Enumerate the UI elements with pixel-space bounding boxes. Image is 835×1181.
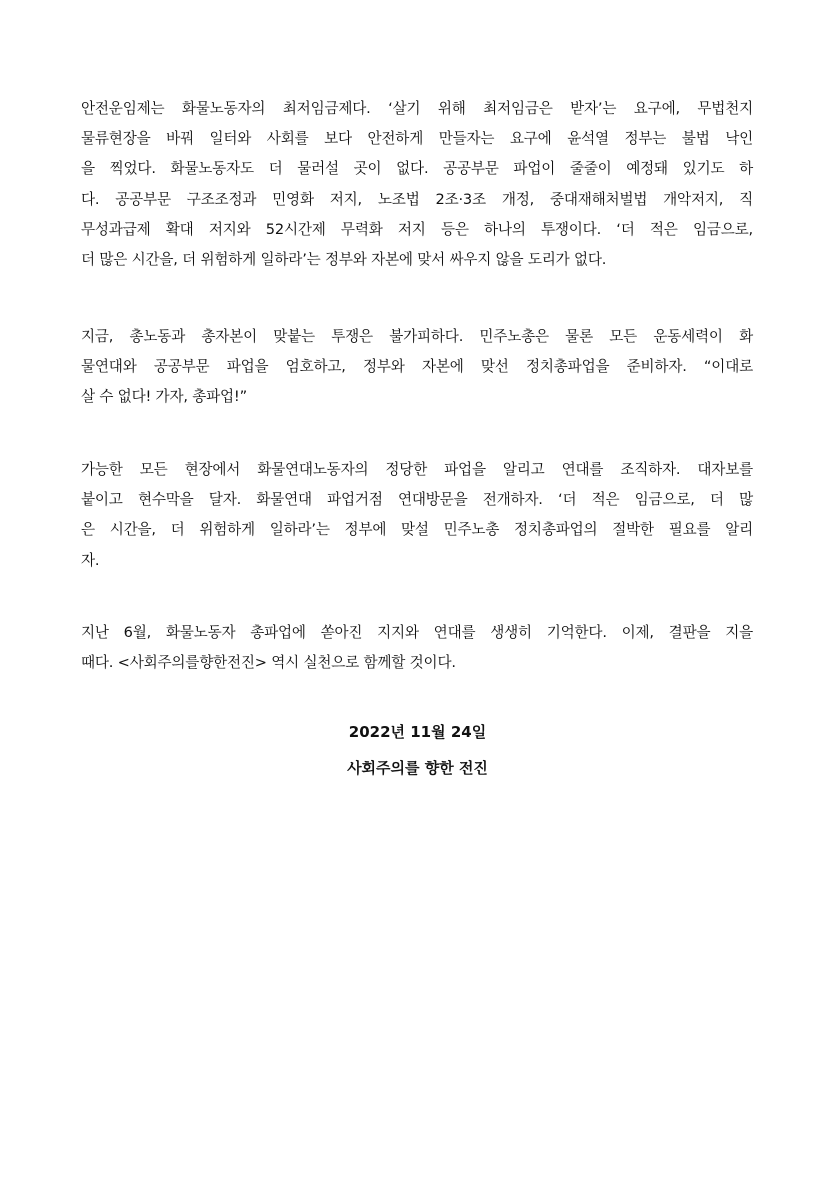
paragraph-1 <box>81 94 753 275</box>
paragraph-line: 더 많은 시간을, 더 위험하게 일하라’는 정부와 자본에 맞서 싸우지 않을 도리가 없다. <box>81 250 607 268</box>
paragraph-line: 다. 공공부문 구조조정과 민영화 저지, 노조법 2조·3조 개정, 중대재해처벌법 개악저지, 직 <box>81 190 753 208</box>
paragraph-line: 자. <box>81 551 100 569</box>
paragraph-line: 살 수 없다! 가자, 총파업!” <box>81 388 247 406</box>
paragraph-3 <box>81 455 753 576</box>
paragraph-line: 지난 6월, 화물노동자 총파업에 쏟아진 지지와 연대를 생생히 기억한다. 이제, 결판을 지을 <box>81 624 753 641</box>
paragraph-line: 가능한 모든 현장에서 화물연대노동자의 정당한 파업을 알리고 연대를 조직하자. 대자보를 <box>81 461 753 478</box>
paragraph-line: 지금, 총노동과 총자본이 맞붙는 투쟁은 불가피하다. 민주노총은 물론 모든 운동세력이 화 <box>81 328 753 345</box>
closing-date: 2022년 11월 24일 <box>348 723 487 741</box>
paragraph-4 <box>81 618 753 678</box>
paragraph-line: 을 찍었다. 화물노동자도 더 물러설 곳이 없다. 공공부문 파업이 줄줄이 예정돼 있기도 하 <box>81 160 753 178</box>
paragraph-line: 때다. <사회주의를향한전진> 역시 실천으로 함께할 것이다. <box>81 654 456 672</box>
paragraph-2 <box>81 322 753 413</box>
paragraph-line: 무성과급제 확대 저지와 52시간제 무력화 저지 등은 하나의 투쟁이다. ‘더 적은 임금으로, <box>81 220 753 238</box>
closing-organization: 사회주의를 향한 전진 <box>347 759 488 777</box>
paragraph-line: 물류현장을 바꿔 일터와 사회를 보다 안전하게 만들자는 요구에 윤석열 정부는 불법 낙인 <box>81 130 753 148</box>
paragraph-line: 물연대와 공공부문 파업을 엄호하고, 정부와 자본에 맞선 정치총파업을 준비하자. “이대로 <box>81 358 753 376</box>
paragraph-line: 안전운임제는 화물노동자의 최저임금제다. ‘살기 위해 최저임금은 받자’는 요구에, 무법천지 <box>81 100 753 117</box>
paragraph-line: 붙이고 현수막을 달자. 화물연대 파업거점 연대방문을 전개하자. ‘더 적은 임금으로, 더 많 <box>81 491 753 509</box>
paragraph-line: 은 시간을, 더 위험하게 일하라’는 정부에 맞설 민주노총 정치총파업의 절박한 필요를 알리 <box>81 521 753 539</box>
